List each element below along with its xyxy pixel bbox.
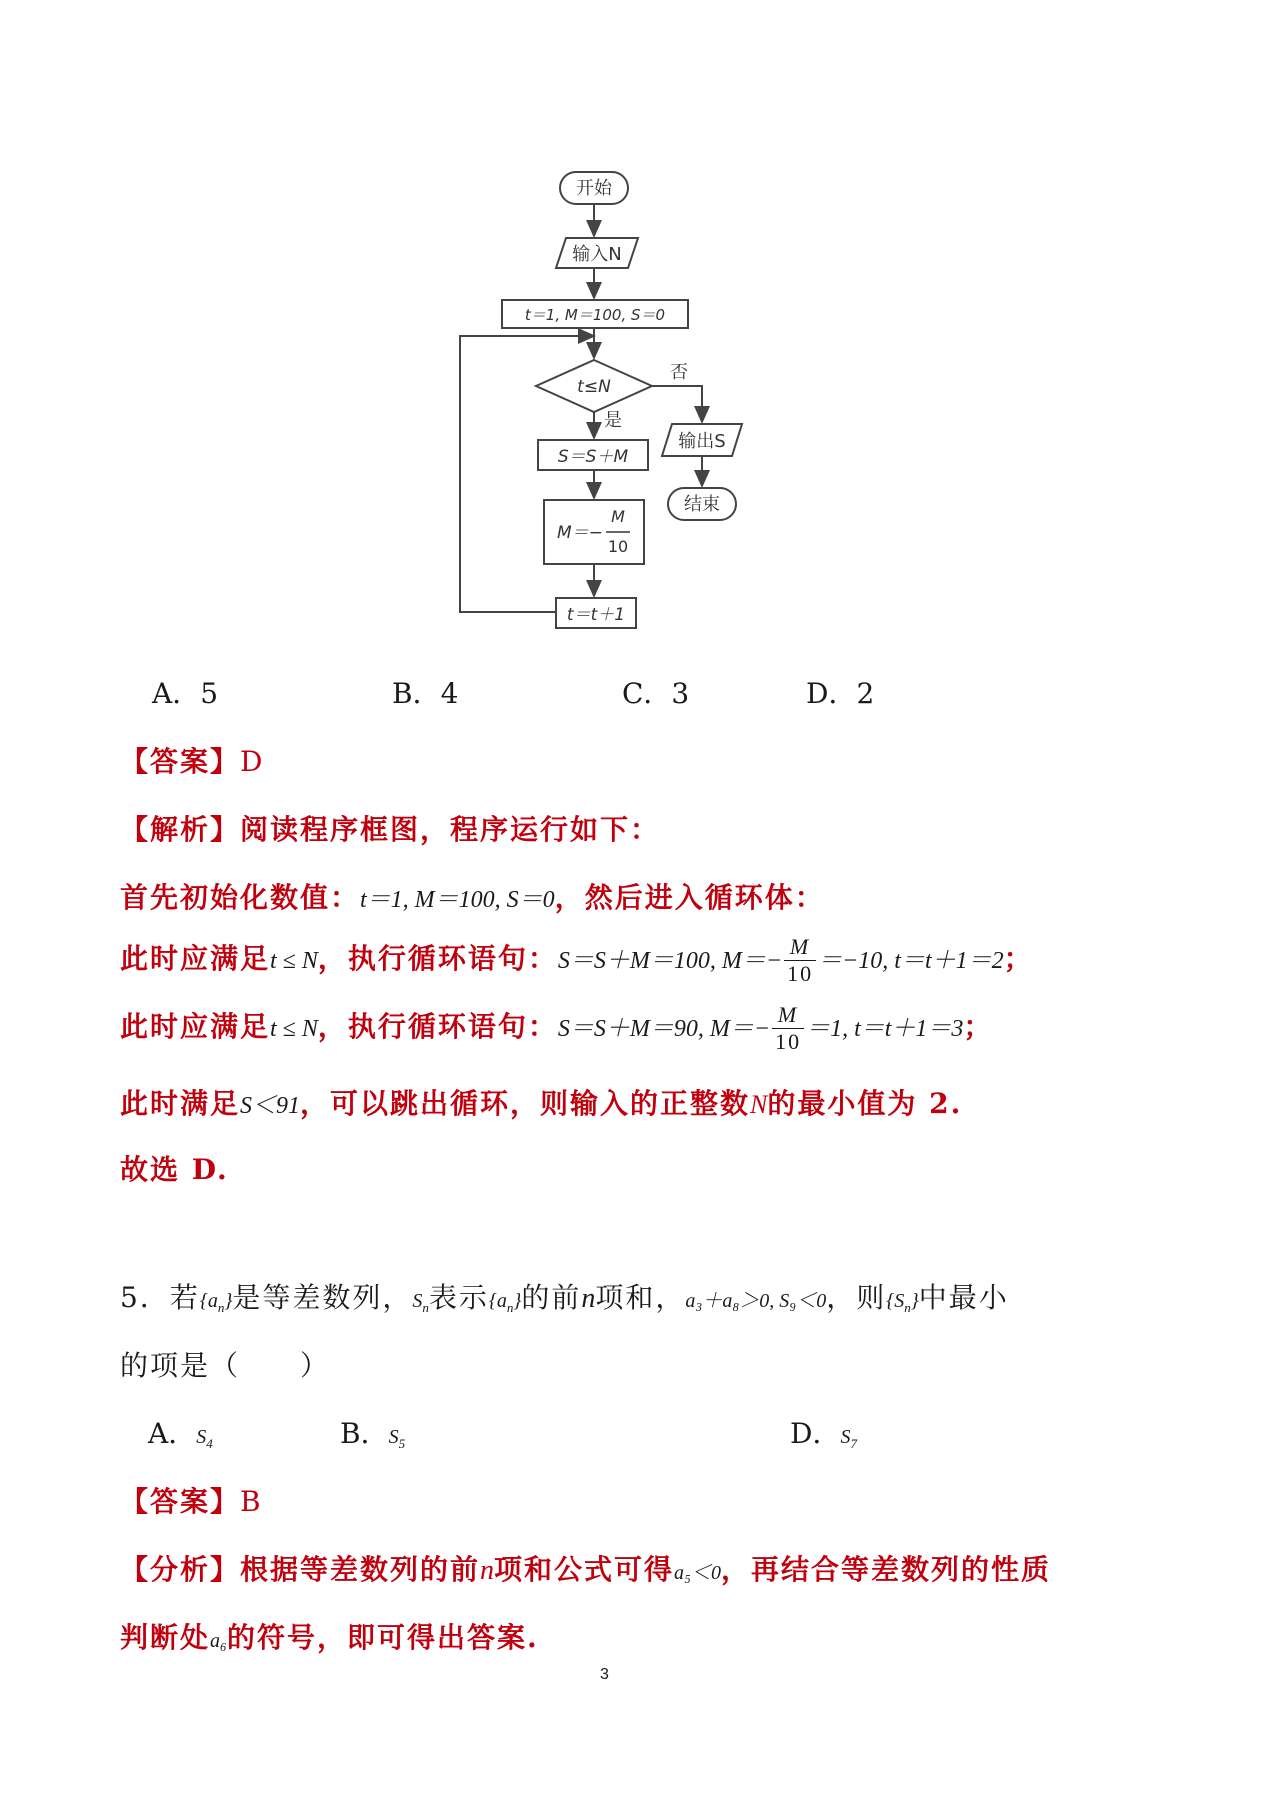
q4-option-b: B．4	[392, 677, 459, 710]
step1-label: S＝S＋M	[557, 447, 629, 467]
q5-stem-line1	[120, 1276, 1009, 1316]
line4-mid: ，可以跳出循环，则输入的正整数	[300, 1087, 751, 1120]
line2-mid: ，执行循环语句：	[317, 942, 558, 975]
init-label: t＝1, M＝100, S＝0	[524, 306, 666, 324]
line3-prefix: 此时应满足	[120, 1010, 271, 1043]
line3-math-a: S＝S＋M＝90, M＝−	[557, 1016, 771, 1042]
q5-analysis1-a: 根据等差数列的前	[240, 1553, 481, 1586]
line2-frac-num: M	[784, 934, 816, 961]
q4-answer	[120, 740, 264, 780]
step2-den: 10	[607, 537, 629, 556]
q5-sn-s: S	[412, 1290, 423, 1312]
line2-end: ；	[1003, 942, 1034, 975]
q5-seq-close: }	[224, 1290, 233, 1312]
q4-option-c: C．3	[622, 677, 690, 710]
q5-t2: 表示	[428, 1281, 489, 1314]
q5-option-a-label: A．	[148, 1417, 197, 1450]
answer-value: D	[240, 745, 265, 778]
end-label: 结束	[684, 494, 720, 515]
q5-t5: ，则	[826, 1281, 887, 1314]
q5-sn-set: $\{S_n\}$	[886, 1290, 919, 1315]
page-number: 3	[600, 1666, 609, 1683]
line3-math-b: ＝1, t＝t＋1＝3	[806, 1016, 964, 1042]
line1-prefix: 首先初始化数值：	[120, 881, 361, 914]
no-label: 否	[670, 362, 688, 383]
q4-line2	[120, 926, 1034, 992]
q5-n: n	[581, 1283, 596, 1314]
q5-snset-s: S	[894, 1290, 905, 1312]
line3-frac-den: 10	[775, 1029, 802, 1054]
q5-option-a-value	[196, 1426, 213, 1451]
q4-line1	[120, 876, 825, 916]
q5-option-b-label: B．	[340, 1417, 389, 1450]
line4-prefix: 此时满足	[120, 1087, 241, 1120]
q5-option-d-label: D．	[790, 1417, 841, 1450]
line3-end: ；	[963, 1010, 994, 1043]
flowchart-diagram	[420, 160, 800, 650]
q5-analysis2-math: a₆	[210, 1630, 227, 1652]
line4-var: N	[750, 1090, 768, 1119]
q5-analysis2-a: 判断处	[120, 1621, 211, 1654]
q4-analysis-intro	[120, 808, 660, 848]
step2-num: M	[611, 507, 625, 526]
q5-opt-a-var: S	[196, 1426, 207, 1448]
q5-analysis1-n: n	[480, 1555, 495, 1586]
start-label: 开始	[576, 178, 612, 199]
q5-opt-d-sub: 7	[850, 1436, 857, 1451]
q5-t6: 中最小	[918, 1281, 1009, 1314]
analysis-intro-text: 阅读程序框图，程序运行如下：	[240, 813, 661, 846]
analysis-tag: 【解析】	[120, 813, 241, 846]
q5-cond: a₃＋a₈＞0, S₉＜0	[685, 1290, 827, 1312]
line2-frac-den: 10	[787, 961, 814, 986]
q5-seq-2	[488, 1290, 522, 1315]
q5-analysis1-c: ，再结合等差数列的性质	[721, 1553, 1052, 1586]
line3-mid: ，执行循环语句：	[317, 1010, 558, 1043]
line4-math: S＜91	[240, 1093, 301, 1119]
condition-label: t≤N	[577, 377, 611, 397]
q5-analysis-tag: 【分析】	[120, 1553, 241, 1586]
line2-prefix: 此时应满足	[120, 942, 271, 975]
q5-seq2-a: {a	[488, 1290, 507, 1312]
q4-option-a: A．5	[152, 677, 219, 710]
q5-snset-sub: n	[904, 1300, 911, 1315]
step3-label: t＝t＋1	[566, 605, 626, 625]
answer-tag: 【答案】	[120, 745, 241, 778]
q5-option-b	[340, 1412, 405, 1452]
q5-seq-sub: n	[217, 1300, 225, 1315]
q5-opt-b-sub: 5	[398, 1436, 406, 1451]
output-label: 输出S	[678, 431, 726, 452]
line2-cond: t ≤ N	[270, 948, 318, 974]
q5-analysis-line1	[120, 1548, 1051, 1588]
q5-answer-tag: 【答案】	[120, 1485, 241, 1518]
q5-option-a	[148, 1412, 213, 1452]
input-label: 输入N	[572, 244, 622, 265]
q5-sn-sub: n	[422, 1300, 429, 1315]
q5-sn	[412, 1290, 429, 1315]
q5-seq2-sub: n	[506, 1300, 514, 1315]
q5-option-b-value	[388, 1426, 406, 1451]
line4-suffix: 的最小值为 2.	[767, 1087, 963, 1120]
line2-fraction	[784, 934, 816, 987]
q4-conclusion: 故选 D.	[120, 1153, 229, 1186]
line2-math-a: S＝S＋M＝100, M＝−	[557, 948, 783, 974]
q5-option-d-value	[840, 1426, 857, 1451]
q5-analysis1-math: a₅＜0	[674, 1562, 721, 1584]
line2-math-b: ＝−10, t＝t＋1＝2	[818, 948, 1004, 974]
q5-t1: 是等差数列，	[232, 1281, 413, 1314]
q4-line4	[120, 1082, 962, 1122]
q5-stem-line2: 的项是（ ）	[120, 1349, 331, 1382]
q5-option-d	[790, 1412, 857, 1452]
yes-label: 是	[604, 410, 622, 431]
q5-analysis1-b: 项和公式可得	[494, 1553, 675, 1586]
line3-fraction	[772, 1002, 804, 1055]
q5-answer	[120, 1480, 263, 1520]
step2-label: M＝−	[557, 523, 603, 543]
line3-cond: t ≤ N	[270, 1016, 318, 1042]
q5-opt-d-var: S	[840, 1426, 851, 1448]
q5-t3: 的前	[521, 1281, 582, 1314]
q5-analysis2-b: 的符号，即可得出答案.	[226, 1621, 539, 1654]
q5-seq	[199, 1290, 233, 1315]
q5-seq2-close: }	[513, 1290, 522, 1312]
q5-opt-a-sub: 4	[206, 1436, 213, 1451]
line1-math: t＝1, M＝100, S＝0	[360, 887, 555, 913]
q5-analysis-line2	[120, 1616, 539, 1656]
line3-frac-num: M	[772, 1002, 804, 1029]
q4-line3	[120, 994, 993, 1060]
line1-suffix: ，然后进入循环体：	[554, 881, 825, 914]
q4-option-d: D．2	[806, 677, 875, 710]
q5-opt-b-var: S	[388, 1426, 399, 1448]
q5-t4: 项和，	[595, 1281, 686, 1314]
q5-answer-value: B	[240, 1485, 263, 1518]
q5-number: 5．若	[120, 1281, 200, 1314]
q5-seq-a: {a	[199, 1290, 218, 1312]
